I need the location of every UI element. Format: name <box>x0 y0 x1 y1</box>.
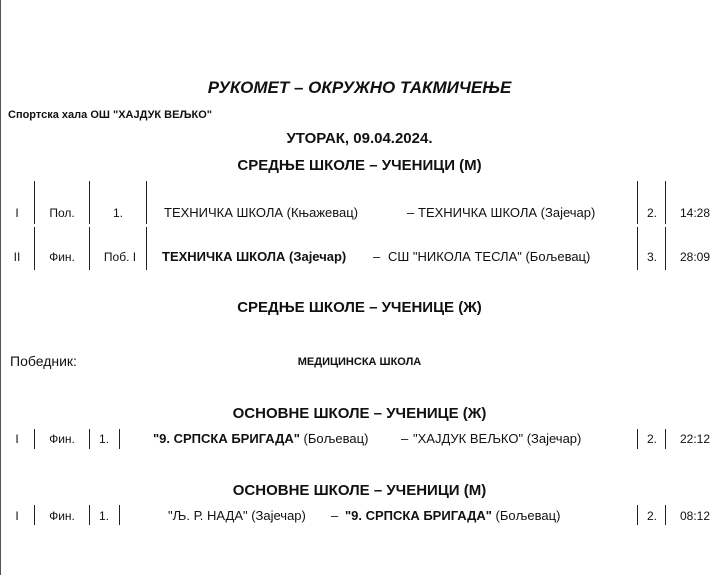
column-divider <box>637 227 638 270</box>
column-divider <box>89 429 90 449</box>
time-cell: 14:28 <box>679 206 711 220</box>
winner-name: МЕДИЦИНСКА ШКОЛА <box>297 356 422 368</box>
document-title: РУКОМЕТ – ОКРУЖНО ТАКМИЧЕЊЕ <box>207 78 512 97</box>
column-divider <box>665 505 666 525</box>
venue-label: Спортска хала ОШ "ХАЈДУК ВЕЉКО" <box>8 109 212 121</box>
team2-cell <box>345 508 560 523</box>
section-heading-high-school-girls: СРЕДЊЕ ШКОЛЕ – УЧЕНИЦЕ (Ж) <box>237 299 482 316</box>
team2-city: (Бољевац) <box>491 508 561 523</box>
match-cell: 1. <box>112 206 123 220</box>
team1-cell: ТЕХНИЧКА ШКОЛА (Књажевац) <box>164 205 359 220</box>
round-cell: I <box>15 206 19 220</box>
column-divider <box>89 227 90 270</box>
column-divider <box>34 181 35 224</box>
court-cell: 3. <box>646 250 657 264</box>
time-cell: 22:12 <box>679 432 711 446</box>
date-heading: УТОРАК, 09.04.2024. <box>286 130 433 147</box>
column-divider <box>665 181 666 224</box>
match-cell: 1. <box>98 509 109 523</box>
team1-cell: "Љ. Р. НАДА" (Зајечар) <box>168 508 306 523</box>
team1-cell <box>153 431 368 446</box>
column-divider <box>146 181 147 224</box>
column-divider <box>146 227 147 270</box>
time-cell: 28:09 <box>679 250 711 264</box>
team2-cell: ТЕХНИЧКА ШКОЛА (Зајечар) <box>418 205 596 220</box>
team1-cell: ТЕХНИЧКА ШКОЛА (Зајечар) <box>162 249 347 264</box>
match-cell: Поб. I <box>103 250 137 264</box>
column-divider <box>665 429 666 449</box>
team2-cell: "ХАЈДУК ВЕЉКО" (Зајечар) <box>413 431 582 446</box>
section-heading-elementary-girls: ОСНОВНЕ ШКОЛЕ – УЧЕНИЦЕ (Ж) <box>232 405 487 422</box>
phase-cell: Фин. <box>49 432 75 446</box>
separator: – <box>331 508 339 523</box>
section-heading-elementary-boys: ОСНОВНЕ ШКОЛЕ – УЧЕНИЦИ (М) <box>232 482 487 499</box>
match-cell: 1. <box>98 432 109 446</box>
team1-name: "9. СРПСКА БРИГАДА" <box>153 431 300 446</box>
section-heading-high-school-boys: СРЕДЊЕ ШКОЛЕ – УЧЕНИЦИ (М) <box>237 157 482 174</box>
column-divider <box>637 429 638 449</box>
round-cell: I <box>15 509 19 523</box>
separator: – <box>373 249 381 264</box>
column-divider <box>119 505 120 525</box>
separator: – <box>407 205 415 220</box>
column-divider <box>34 429 35 449</box>
court-cell: 2. <box>646 509 657 523</box>
column-divider <box>34 505 35 525</box>
phase-cell: Фин. <box>49 250 75 264</box>
column-divider <box>89 181 90 224</box>
column-divider <box>89 505 90 525</box>
separator: – <box>401 431 409 446</box>
column-divider <box>637 181 638 224</box>
column-divider <box>665 227 666 270</box>
phase-cell: Фин. <box>49 509 75 523</box>
team2-name: "9. СРПСКА БРИГАДА" <box>345 508 492 523</box>
court-cell: 2. <box>646 432 657 446</box>
round-cell: I <box>15 432 19 446</box>
phase-cell: Пол. <box>49 206 75 220</box>
team2-cell: СШ "НИКОЛА ТЕСЛА" (Бољевац) <box>388 249 591 264</box>
round-cell: II <box>13 250 21 264</box>
winner-label: Победник: <box>10 353 77 369</box>
team1-city: (Бољевац) <box>299 431 369 446</box>
time-cell: 08:12 <box>679 509 711 523</box>
court-cell: 2. <box>646 206 657 220</box>
column-divider <box>34 227 35 270</box>
column-divider <box>119 429 120 449</box>
column-divider <box>637 505 638 525</box>
